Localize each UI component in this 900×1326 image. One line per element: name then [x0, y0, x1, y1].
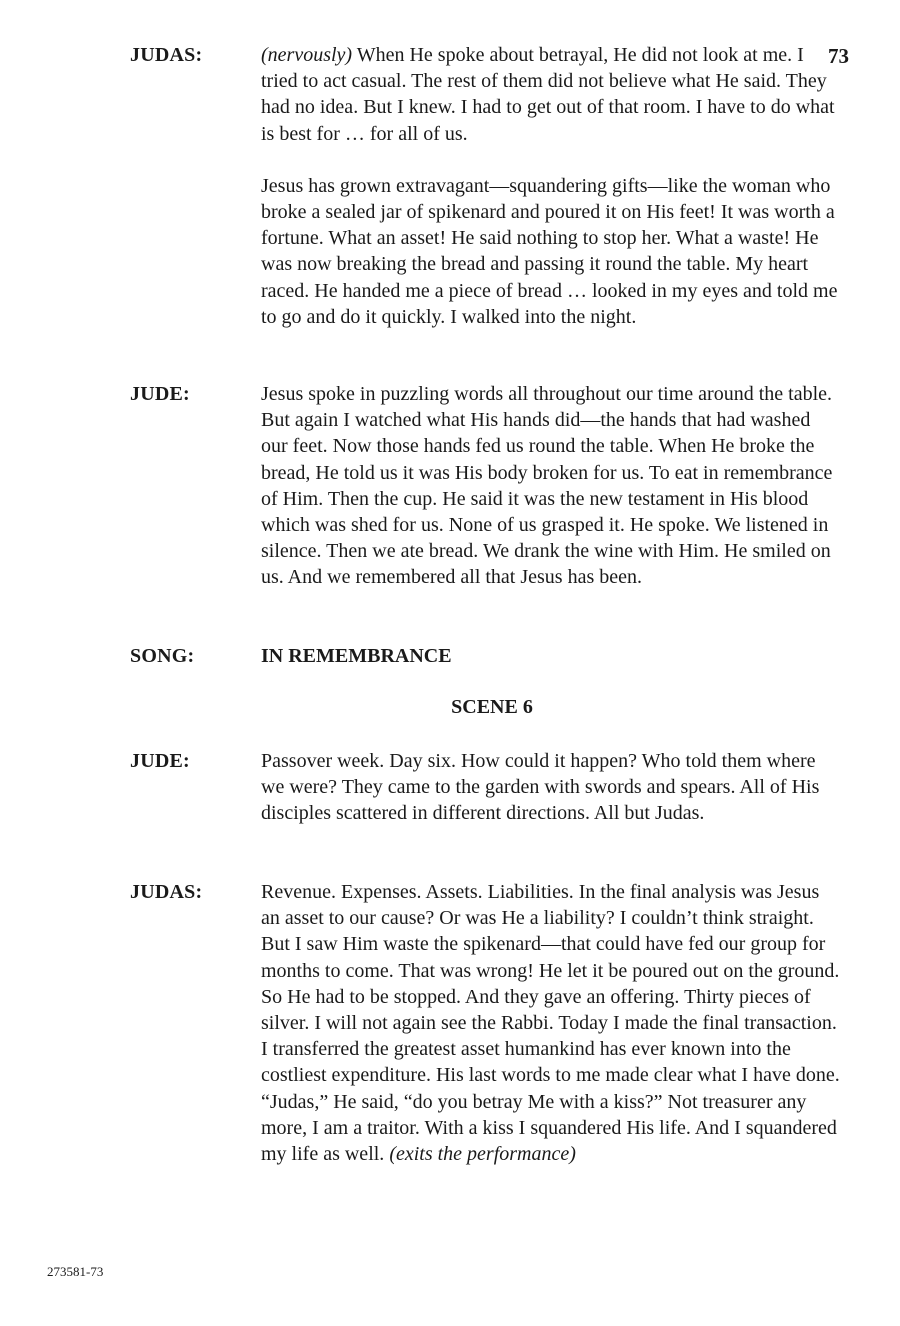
speaker-name: JUDE: [130, 383, 190, 405]
footer-code: 273581-73 [47, 1264, 104, 1279]
song-title-text: IN REMEMBRANCE [261, 645, 452, 667]
speech-line: When He spoke about betrayal, He did not look at me. I tried to act casual. The rest of them did not believe what He said. They had no idea. But I knew. I had to get out of that room. I have to do what is best for … for all of us. [261, 44, 835, 145]
speech-text [261, 42, 841, 330]
speaker-name: JUDAS: [130, 44, 203, 66]
song-title [261, 643, 841, 669]
speaker-name: SONG: [130, 645, 195, 667]
speech-paragraph: Jesus has grown extravagant—squandering gifts—like the woman who broke a sealed jar of spikenard and poured it on His feet! It was worth a fortune. What an asset! He said nothing to stop her. What a waste! He was now breaking the bread and passing it round the table. My heart raced. He handed me a piece of bread … looked in my eyes and told me to go and do it quickly. I walked into the night. [261, 174, 838, 328]
speech-paragraph [261, 42, 841, 147]
speech-line: Revenue. Expenses. Assets. Liabilities. In the final analysis was Jesus an asset to our cause? Or was He a liability? I couldn’t think straight. But I saw Him waste the spikenard—that could have fed our group for months to come. That was wrong! He let it be poured out on the ground. So He had to be stopped. And they gave an offering. Thirty pieces of silver. I will not again see the Rabbi. Today I made the final transaction. I transferred the greatest asset humankind has ever known into the costliest expenditure. His last words to me made clear what I have done. “Judas,” He said, “do you betray Me with a kiss?” Not treasurer any more, I am a traitor. With a kiss I squandered His life. And I squandered my life as well. [261, 881, 840, 1166]
speech-text [261, 748, 841, 827]
speech-text [261, 381, 841, 591]
stage-direction: (exits the performance) [389, 1143, 576, 1166]
stage-direction: (nervously) [261, 44, 353, 66]
speech-paragraph: Jesus spoke in puzzling words all throughout our time around the table. But again I watched what His hands did—the hands that had washed our feet. Now those hands fed us round the table. When He broke the bread, He told us it was His body broken for us. To eat in remembrance of Him. Then the cup. He said it was the new testament in His blood which was shed for us. None of us grasped it. He spoke. We listened in silence. Then we ate bread. We drank the wine with Him. He smiled on us. And we remembered all that Jesus has been. [261, 383, 833, 589]
speech-paragraph [261, 879, 841, 1167]
scene-heading: SCENE 6 [451, 696, 533, 718]
speech-text [261, 879, 841, 1167]
speech-paragraph: Passover week. Day six. How could it happen? Who told them where we were? They came to the garden with swords and spears. All of His disciples scattered in different directions. All but Judas. [261, 750, 820, 825]
speaker-name: JUDAS: [130, 881, 203, 903]
page-number: 73 [828, 44, 849, 68]
speaker-name: JUDE: [130, 750, 190, 772]
